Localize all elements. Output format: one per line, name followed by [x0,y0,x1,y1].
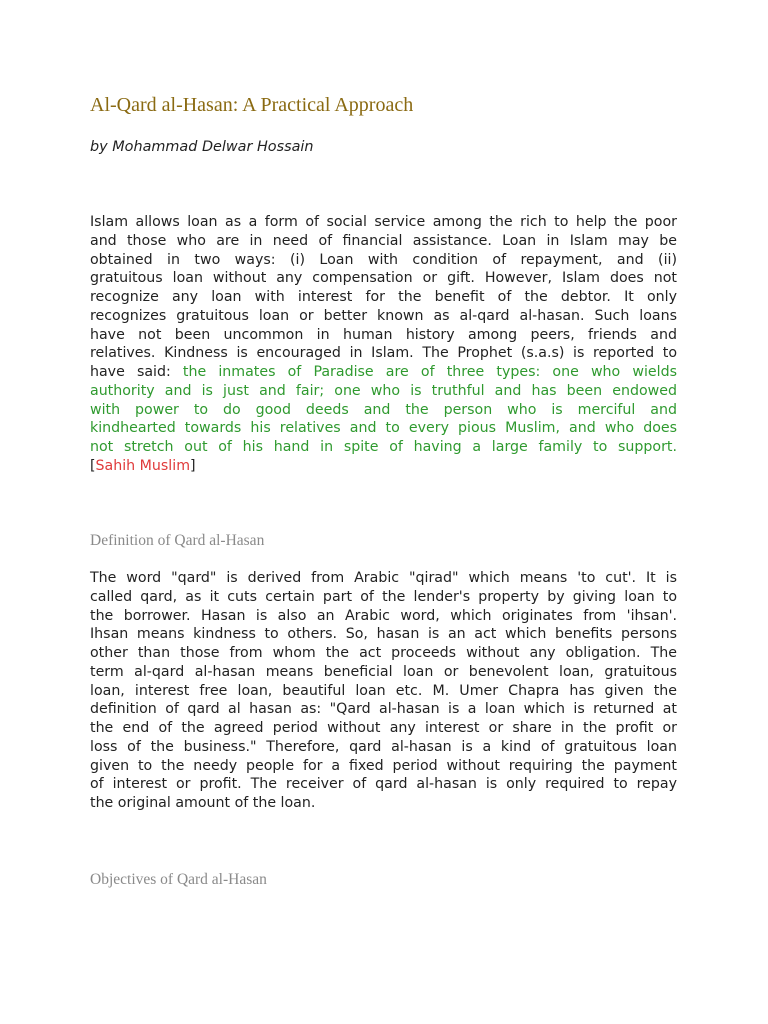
source-citation [90,457,677,476]
paragraph-line: called qard, as it cuts certain part of the lender's property by giving loan to [90,588,677,605]
bracket-open: [ [90,457,96,474]
section-heading-definition: Definition of Qard al-Hasan [90,532,265,549]
hadith-quote-text: not stretch out of his hand in spite of having a large family to support. [90,439,677,455]
paragraph-line: gratuitous loan without any compensation or gift. However, Islam does not [90,270,677,287]
paragraph-line: obtained in two ways: (i) Loan with condition of repayment, and (ii) [90,251,677,268]
paragraph-line: the original amount of the loan. [90,795,316,811]
paragraph-line: the end of the agreed period without any interest or share in the profit or [90,720,677,736]
paragraph-line: given to the needy people for a fixed period without requiring the payment [90,757,677,774]
article-byline: by Mohammad Delwar Hossain [90,139,314,155]
paragraph-line: loan, interest free loan, beautiful loan etc. M. Umer Chapra has given the [90,682,677,699]
paragraph-line: recognizes gratuitous loan or better known as al-qard al-hasan. Such loans [90,307,677,324]
article-title: Al-Qard al-Hasan: A Practical Approach [90,94,414,116]
paragraph-line: relatives. Kindness is encouraged in Islam. The Prophet (s.a.s) is reported to [90,345,677,362]
quote-line [90,363,677,382]
paragraph-line: The word "qard" is derived from Arabic "qirad" which means 'to cut'. It is [90,570,677,586]
hadith-quote-text: with power to do good deeds and the person who is merciful and [90,401,677,418]
paragraph-line: of interest or profit. The receiver of qard al-hasan is only required to repay [90,776,677,793]
paragraph-line: Islam allows loan as a form of social service among the rich to help the poor [90,214,677,230]
paragraph-line: definition of qard al hasan as: "Qard al-hasan is a loan which is returned at [90,701,677,718]
section-heading-objectives: Objectives of Qard al-Hasan [90,871,267,888]
paragraph-line: Ihsan means kindness to others. So, hasan is an act which benefits persons [90,626,677,643]
paragraph-line: term al-qard al-hasan means beneficial loan or benevolent loan, gratuitous [90,663,677,680]
hadith-quote-text: kindhearted towards his relatives and to every pious Muslim, and who does [90,420,677,437]
paragraph-line: and those who are in need of financial assistance. Loan in Islam may be [90,232,677,249]
paragraph-line: have not been uncommon in human history among peers, friends and [90,326,677,343]
intro-paragraph [90,213,677,476]
hadith-quote-text: authority and is just and fair; one who is truthful and has been endowed [90,382,677,399]
definition-paragraph [90,569,677,813]
paragraph-line: recognize any loan with interest for the benefit of the debtor. It only [90,289,677,305]
paragraph-line: loss of the business." Therefore, qard al-hasan is a kind of gratuitous loan [90,738,677,755]
paragraph-line: other than those from whom the act proceeds without any obligation. The [90,645,677,661]
hadith-quote-text: the inmates of Paradise are of three types: one who wields [182,364,677,380]
source-link[interactable]: Sahih Muslim [95,457,191,474]
bracket-close: ] [190,457,196,474]
quote-lead: have said: [90,364,183,380]
paragraph-line: the borrower. Hasan is also an Arabic word, which originates from 'ihsan'. [90,607,677,624]
